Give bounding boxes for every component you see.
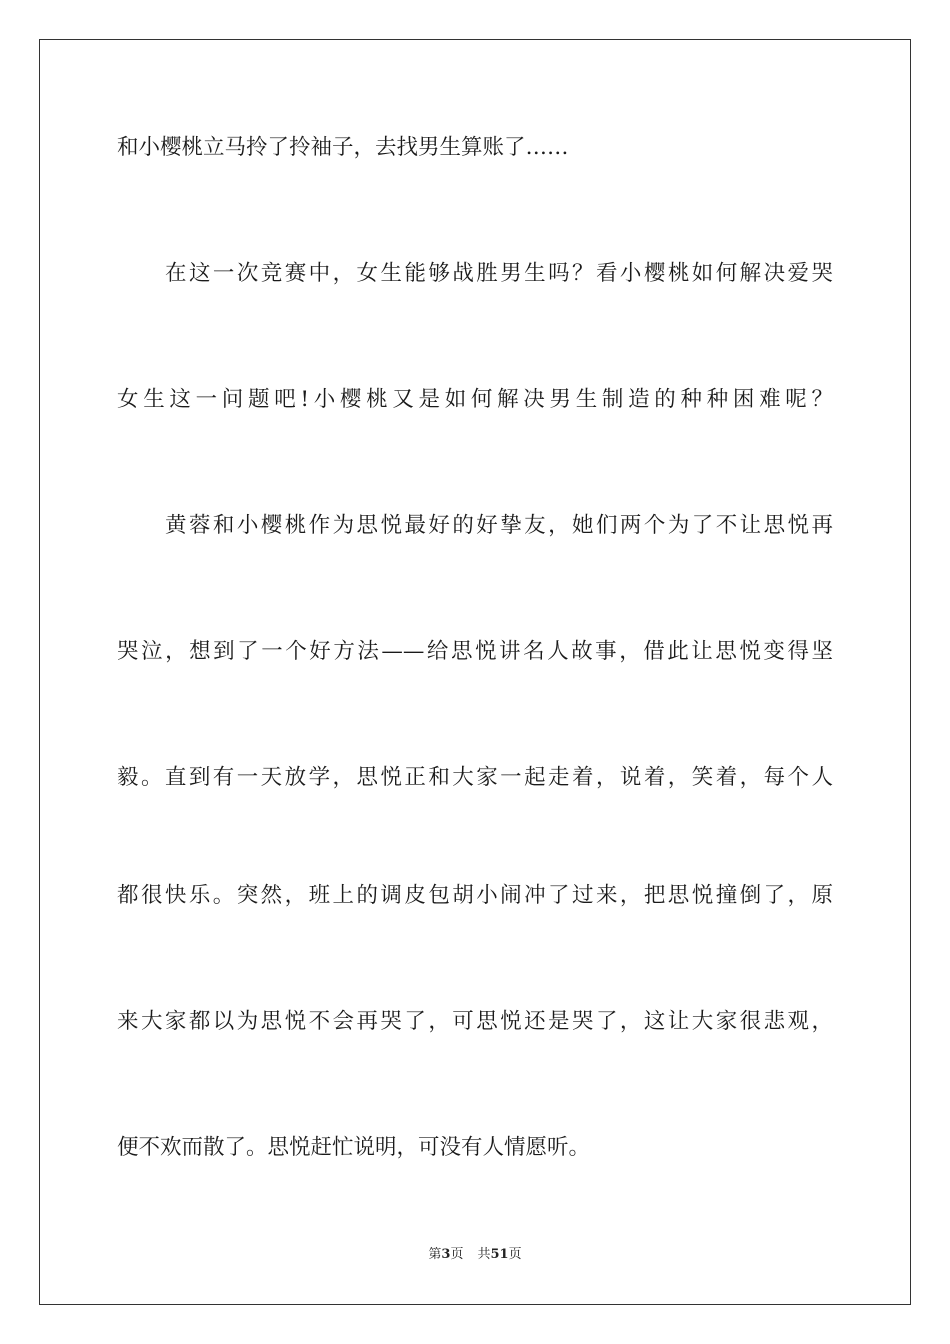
footer-page-number: 3 bbox=[441, 1247, 451, 1262]
text-line-9: 便不欢而散了。思悦赶忙说明，可没有人情愿听。 bbox=[117, 1135, 591, 1160]
text-line-7: 都很快乐。突然，班上的调皮包胡小闹冲了过来，把思悦撞倒了，原 bbox=[117, 883, 833, 908]
footer-page-suffix: 页 bbox=[450, 1247, 464, 1262]
text-line-6: 毅。直到有一天放学，思悦正和大家一起走着，说着，笑着，每个人 bbox=[117, 765, 833, 790]
text-line-1: 和小樱桃立马拎了拎袖子，去找男生算账了…… bbox=[117, 135, 569, 160]
text-line-4: 黄蓉和小樱桃作为思悦最好的好挚友，她们两个为了不让思悦再 bbox=[165, 513, 833, 538]
text-line-3: 女生这一问题吧!小樱桃又是如何解决男生制造的种种困难呢？ bbox=[117, 387, 833, 412]
text-line-5: 哭泣，想到了一个好方法——给思悦讲名人故事，借此让思悦变得坚 bbox=[117, 639, 833, 664]
footer-total-prefix: 共 bbox=[477, 1247, 491, 1262]
footer-total-pages: 51 bbox=[490, 1247, 509, 1262]
text-line-2: 在这一次竞赛中，女生能够战胜男生吗？看小樱桃如何解决爱哭 bbox=[165, 261, 833, 286]
page-border bbox=[39, 39, 911, 1305]
footer-page-prefix: 第 bbox=[428, 1247, 442, 1262]
footer-total-suffix: 页 bbox=[508, 1247, 522, 1262]
page-footer bbox=[0, 1246, 950, 1264]
text-line-8: 来大家都以为思悦不会再哭了，可思悦还是哭了，这让大家很悲观， bbox=[117, 1009, 833, 1034]
